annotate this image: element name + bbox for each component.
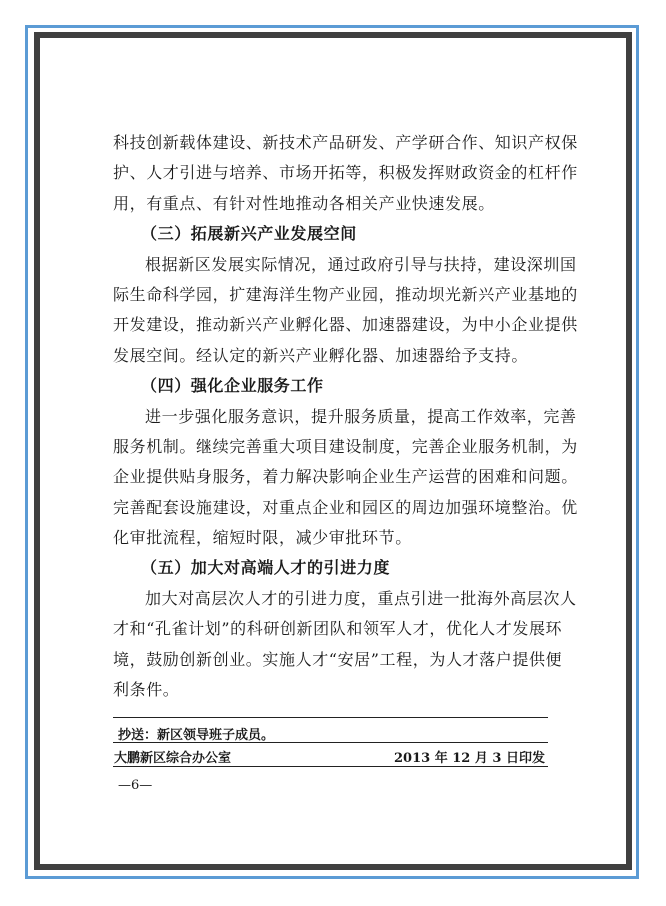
text-line: 化审批流程，缩短时限，减少审批环节。 bbox=[113, 528, 412, 548]
text-line: 根据新区发展实际情况，通过政府引导与扶持，建设深圳国 bbox=[145, 254, 577, 274]
issuing-office: 大鹏新区综合办公室 bbox=[114, 751, 232, 766]
text-line: 完善配套设施建设，对重点企业和园区的周边加强环境整治。优 bbox=[113, 497, 578, 517]
footer-top-rule bbox=[113, 717, 548, 718]
section-heading: （四）强化企业服务工作 bbox=[141, 376, 324, 396]
text-line: 境，鼓励创新创业。实施人才“安居”工程，为人才落户提供便 bbox=[113, 649, 563, 669]
cc-recipients: 抄送：新区领导班子成员。 bbox=[118, 728, 275, 743]
text-line: 服务机制。继续完善重大项目建设制度，完善企业服务机制，为 bbox=[113, 436, 578, 456]
text-line: 护、人才引进与培养、市场开拓等，积极发挥财政资金的杠杆作 bbox=[113, 163, 578, 183]
section-heading: （三）拓展新兴产业发展空间 bbox=[141, 224, 357, 244]
page-number: —6— bbox=[118, 778, 153, 793]
text-line: 进一步强化服务意识，提升服务质量，提高工作效率，完善 bbox=[145, 406, 577, 426]
text-line: 加大对高层次人才的引进力度，重点引进一批海外高层次人 bbox=[145, 588, 577, 608]
text-line: 际生命科学园，扩建海洋生物产业园，推动坝光新兴产业基地的 bbox=[113, 284, 578, 304]
footer-bottom-rule bbox=[113, 766, 548, 767]
text-line: 开发建设，推动新兴产业孵化器、加速器建设，为中小企业提供 bbox=[113, 315, 578, 335]
text-line: 发展空间。经认定的新兴产业孵化器、加速器给予支持。 bbox=[113, 345, 529, 365]
text-line: 利条件。 bbox=[113, 680, 180, 700]
document-body bbox=[113, 133, 578, 712]
text-line: 科技创新载体建设、新技术产品研发、产学研合作、知识产权保 bbox=[113, 133, 578, 152]
issue-date: 2013 年 12 月 3 日印发 bbox=[394, 751, 545, 766]
text-line: 才和“孔雀计划”的科研创新团队和领军人才，优化人才发展环 bbox=[113, 619, 563, 639]
text-line: 用，有重点、有针对性地推动各相关产业快速发展。 bbox=[113, 193, 495, 213]
text-line: 企业提供贴身服务，着力解决影响企业生产运营的困难和问题。 bbox=[113, 467, 578, 487]
section-heading: （五）加大对高端人才的引进力度 bbox=[141, 558, 391, 578]
footer-middle-rule bbox=[113, 742, 548, 743]
